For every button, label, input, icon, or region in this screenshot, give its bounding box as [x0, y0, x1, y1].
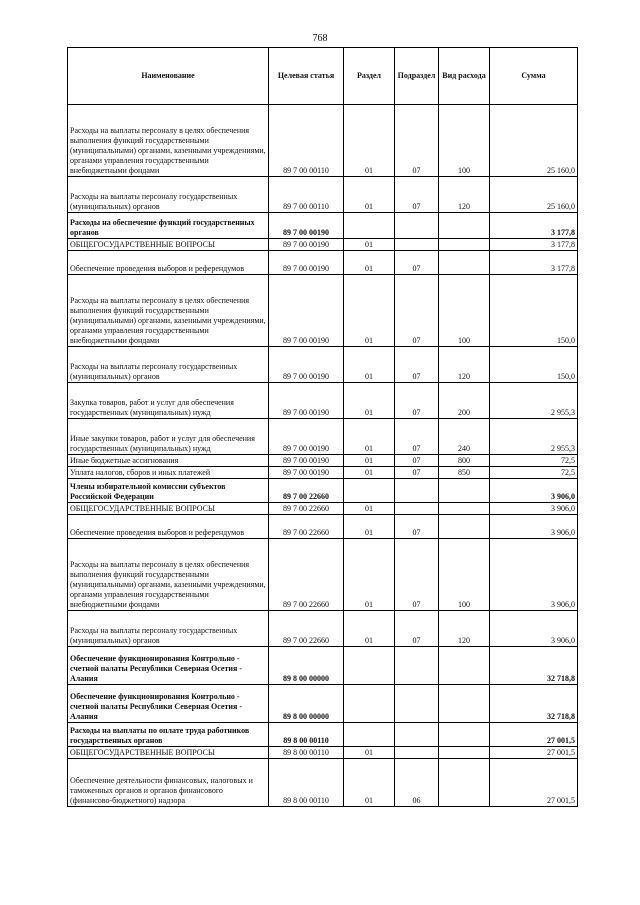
- row-section-cell: 01: [344, 611, 395, 647]
- row-expense-cell: [439, 685, 490, 723]
- row-target-cell: 89 7 00 22660: [269, 611, 344, 647]
- row-subsection-cell: 07: [395, 251, 439, 275]
- row-amount-cell: 3 177,8: [490, 213, 578, 239]
- row-target-cell: 89 8 00 00110: [269, 747, 344, 759]
- row-amount-cell: 3 906,0: [490, 539, 578, 611]
- row-section-cell: 01: [344, 251, 395, 275]
- row-subsection-cell: 07: [395, 539, 439, 611]
- row-name-cell: ОБЩЕГОСУДАРСТВЕННЫЕ ВОПРОСЫ: [68, 503, 269, 515]
- page-number: 768: [312, 33, 328, 44]
- row-section-cell: 01: [344, 275, 395, 347]
- row-section-cell: 01: [344, 105, 395, 177]
- row-target-cell: 89 8 00 00000: [269, 685, 344, 723]
- table-row: [68, 503, 578, 515]
- row-subsection-cell: [395, 503, 439, 515]
- table-row: [68, 251, 578, 275]
- row-expense-cell: 100: [439, 275, 490, 347]
- row-section-cell: 01: [344, 747, 395, 759]
- table-body: [68, 105, 578, 807]
- row-name-cell: Расходы на выплаты персоналу в целях обеспечения выполнения функций государственными (муниципальными) органами, казенными учреждениями, органами управления государственными внебюджетными фондами: [68, 275, 269, 347]
- row-subsection-cell: [395, 747, 439, 759]
- row-subsection-cell: 07: [395, 105, 439, 177]
- row-name-cell: Обеспечение проведения выборов и референдумов: [68, 251, 269, 275]
- row-section-cell: 01: [344, 503, 395, 515]
- row-expense-cell: [439, 759, 490, 807]
- header-amount: Сумма: [490, 48, 578, 105]
- row-expense-cell: 100: [439, 105, 490, 177]
- row-target-cell: 89 8 00 00000: [269, 647, 344, 685]
- row-amount-cell: 27 001,5: [490, 723, 578, 747]
- table-row: [68, 419, 578, 455]
- row-name-cell: Обеспечение функционирования Контрольно - счетной палаты Республики Северная Осетия - Алания: [68, 685, 269, 723]
- row-subsection-cell: 07: [395, 347, 439, 383]
- table-row: [68, 515, 578, 539]
- row-expense-cell: [439, 723, 490, 747]
- header-target: Целевая статья: [269, 48, 344, 105]
- row-subsection-cell: [395, 213, 439, 239]
- row-subsection-cell: [395, 479, 439, 503]
- row-section-cell: 01: [344, 347, 395, 383]
- row-subsection-cell: 07: [395, 419, 439, 455]
- row-amount-cell: 3 906,0: [490, 611, 578, 647]
- table-row: [68, 685, 578, 723]
- row-target-cell: 89 7 00 00190: [269, 213, 344, 239]
- row-target-cell: 89 7 00 22660: [269, 515, 344, 539]
- row-expense-cell: 120: [439, 177, 490, 213]
- row-section-cell: 01: [344, 539, 395, 611]
- row-subsection-cell: 07: [395, 383, 439, 419]
- row-name-cell: Закупка товаров, работ и услуг для обеспечения государственных (муниципальных) нужд: [68, 383, 269, 419]
- row-amount-cell: 25 160,0: [490, 177, 578, 213]
- header-name: Наименование: [68, 48, 269, 105]
- table-row: [68, 105, 578, 177]
- table-row: [68, 467, 578, 479]
- row-amount-cell: 150,0: [490, 275, 578, 347]
- row-target-cell: 89 7 00 00110: [269, 177, 344, 213]
- table-row: [68, 275, 578, 347]
- row-expense-cell: 200: [439, 383, 490, 419]
- row-amount-cell: 2 955,3: [490, 419, 578, 455]
- row-target-cell: 89 7 00 00190: [269, 383, 344, 419]
- row-expense-cell: 850: [439, 467, 490, 479]
- row-subsection-cell: 07: [395, 177, 439, 213]
- row-target-cell: 89 7 00 22660: [269, 479, 344, 503]
- row-subsection-cell: 06: [395, 759, 439, 807]
- row-expense-cell: [439, 213, 490, 239]
- row-target-cell: 89 7 00 22660: [269, 539, 344, 611]
- row-subsection-cell: [395, 239, 439, 251]
- row-name-cell: Расходы на выплаты персоналу в целях обеспечения выполнения функций государственными (муниципальными) органами, казенными учреждениями, органами управления государственными внебюджетными фондами: [68, 105, 269, 177]
- row-expense-cell: [439, 503, 490, 515]
- row-subsection-cell: [395, 723, 439, 747]
- table-header-row: [68, 48, 578, 105]
- row-section-cell: 01: [344, 419, 395, 455]
- row-amount-cell: 150,0: [490, 347, 578, 383]
- row-name-cell: Обеспечение деятельности финансовых, налоговых и таможенных органов и органов финансового (финансово-бюджетного) надзора: [68, 759, 269, 807]
- table-row: [68, 759, 578, 807]
- row-amount-cell: 3 177,8: [490, 239, 578, 251]
- row-amount-cell: 32 718,8: [490, 647, 578, 685]
- row-name-cell: Обеспечение функционирования Контрольно - счетной палаты Республики Северная Осетия - Алания: [68, 647, 269, 685]
- row-name-cell: Расходы на выплаты персоналу государственных (муниципальных) органов: [68, 347, 269, 383]
- row-target-cell: 89 7 00 00190: [269, 239, 344, 251]
- table-row: [68, 479, 578, 503]
- row-section-cell: 01: [344, 515, 395, 539]
- row-target-cell: 89 7 00 00110: [269, 105, 344, 177]
- row-section-cell: 01: [344, 383, 395, 419]
- row-section-cell: 01: [344, 467, 395, 479]
- row-name-cell: Иные бюджетные ассигнования: [68, 455, 269, 467]
- row-section-cell: 01: [344, 759, 395, 807]
- row-target-cell: 89 8 00 00110: [269, 759, 344, 807]
- row-subsection-cell: [395, 685, 439, 723]
- row-name-cell: Расходы на выплаты по оплате труда работников государственных органов: [68, 723, 269, 747]
- row-amount-cell: 3 906,0: [490, 479, 578, 503]
- row-section-cell: 01: [344, 239, 395, 251]
- row-expense-cell: [439, 479, 490, 503]
- row-amount-cell: 27 001,5: [490, 747, 578, 759]
- row-expense-cell: [439, 239, 490, 251]
- table-row: [68, 539, 578, 611]
- header-section: Раздел: [344, 48, 395, 105]
- row-name-cell: Расходы на обеспечение функций государственных органов: [68, 213, 269, 239]
- row-target-cell: 89 7 00 00190: [269, 455, 344, 467]
- row-target-cell: 89 7 00 00190: [269, 251, 344, 275]
- table-row: [68, 239, 578, 251]
- row-name-cell: Расходы на выплаты персоналу государственных (муниципальных) органов: [68, 177, 269, 213]
- row-target-cell: 89 8 00 00110: [269, 723, 344, 747]
- row-expense-cell: 800: [439, 455, 490, 467]
- row-expense-cell: [439, 515, 490, 539]
- row-expense-cell: 100: [439, 539, 490, 611]
- row-name-cell: Расходы на выплаты персоналу в целях обеспечения выполнения функций государственными (муниципальными) органами, казенными учреждениями, органами управления государственными внебюджетными фондами: [68, 539, 269, 611]
- row-target-cell: 89 7 00 00190: [269, 419, 344, 455]
- table-row: [68, 747, 578, 759]
- row-name-cell: Обеспечение проведения выборов и референдумов: [68, 515, 269, 539]
- row-amount-cell: 3 177,8: [490, 251, 578, 275]
- row-expense-cell: [439, 647, 490, 685]
- row-subsection-cell: 07: [395, 467, 439, 479]
- row-amount-cell: 3 906,0: [490, 503, 578, 515]
- row-amount-cell: 32 718,8: [490, 685, 578, 723]
- row-subsection-cell: 07: [395, 515, 439, 539]
- row-expense-cell: [439, 251, 490, 275]
- row-section-cell: 01: [344, 455, 395, 467]
- row-subsection-cell: 07: [395, 611, 439, 647]
- table-row: [68, 213, 578, 239]
- row-section-cell: [344, 213, 395, 239]
- row-section-cell: [344, 685, 395, 723]
- row-amount-cell: 3 906,0: [490, 515, 578, 539]
- table-row: [68, 177, 578, 213]
- row-section-cell: [344, 723, 395, 747]
- row-expense-cell: 120: [439, 347, 490, 383]
- table-row: [68, 383, 578, 419]
- table-row: [68, 723, 578, 747]
- table-row: [68, 455, 578, 467]
- row-amount-cell: 25 160,0: [490, 105, 578, 177]
- budget-table: [67, 47, 578, 807]
- row-amount-cell: 2 955,3: [490, 383, 578, 419]
- row-expense-cell: 120: [439, 611, 490, 647]
- row-expense-cell: [439, 747, 490, 759]
- table-row: [68, 611, 578, 647]
- row-subsection-cell: 07: [395, 455, 439, 467]
- header-subsection: Подраздел: [395, 48, 439, 105]
- table-row: [68, 647, 578, 685]
- row-amount-cell: 72,5: [490, 467, 578, 479]
- header-expense: Вид расхода: [439, 48, 490, 105]
- row-name-cell: Расходы на выплаты персоналу государственных (муниципальных) органов: [68, 611, 269, 647]
- row-name-cell: Члены избирательной комиссии субъектов Российской Федерации: [68, 479, 269, 503]
- row-subsection-cell: [395, 647, 439, 685]
- row-target-cell: 89 7 00 00190: [269, 275, 344, 347]
- row-name-cell: ОБЩЕГОСУДАРСТВЕННЫЕ ВОПРОСЫ: [68, 239, 269, 251]
- row-name-cell: Иные закупки товаров, работ и услуг для обеспечения государственных (муниципальных) нужд: [68, 419, 269, 455]
- row-section-cell: [344, 647, 395, 685]
- row-section-cell: 01: [344, 177, 395, 213]
- row-expense-cell: 240: [439, 419, 490, 455]
- table-row: [68, 347, 578, 383]
- row-target-cell: 89 7 00 00190: [269, 467, 344, 479]
- row-name-cell: Уплата налогов, сборов и иных платежей: [68, 467, 269, 479]
- row-section-cell: [344, 479, 395, 503]
- row-amount-cell: 27 001,5: [490, 759, 578, 807]
- row-target-cell: 89 7 00 00190: [269, 347, 344, 383]
- row-target-cell: 89 7 00 22660: [269, 503, 344, 515]
- row-subsection-cell: 07: [395, 275, 439, 347]
- row-name-cell: ОБЩЕГОСУДАРСТВЕННЫЕ ВОПРОСЫ: [68, 747, 269, 759]
- row-amount-cell: 72,5: [490, 455, 578, 467]
